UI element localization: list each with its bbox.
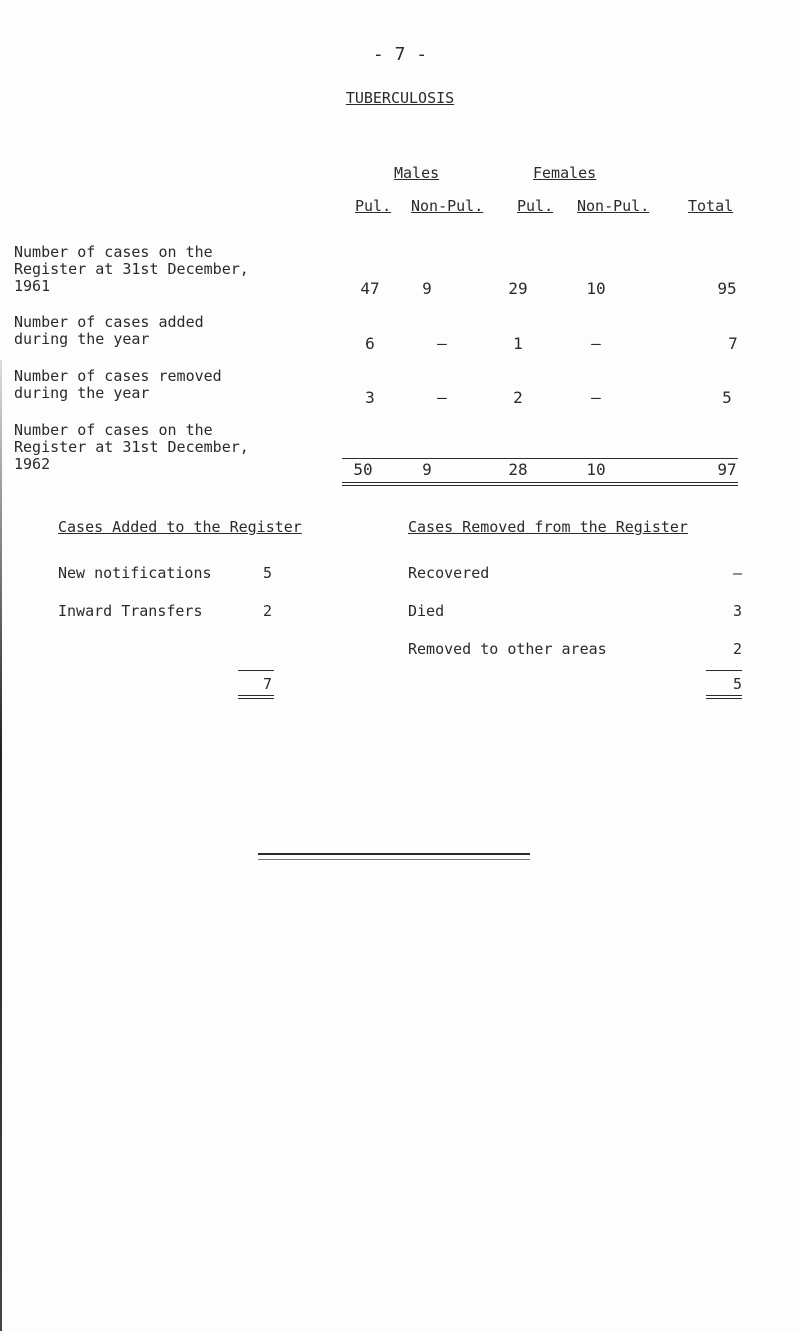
added-item-value: 2 xyxy=(262,602,272,620)
row-label-register-1962 xyxy=(14,422,249,473)
table-cell: 47 xyxy=(360,279,380,298)
removed-total: 5 xyxy=(732,675,742,693)
group-header-males: Males xyxy=(394,164,440,182)
page-title: TUBERCULOSIS xyxy=(345,89,455,107)
removed-total-underline-2 xyxy=(706,698,742,699)
row-label-line: 1962 xyxy=(14,455,51,473)
table-cell: 28 xyxy=(508,460,528,479)
row-label-line: during the year xyxy=(14,384,150,402)
table-cell: – xyxy=(591,388,601,407)
added-item-value: 5 xyxy=(262,564,272,582)
removed-heading: Cases Removed from the Register xyxy=(408,518,688,536)
row-label-line: 1961 xyxy=(14,277,51,295)
col-header-male-nonpul: Non-Pul. xyxy=(411,197,484,215)
col-header-female-nonpul: Non-Pul. xyxy=(577,197,650,215)
table-cell: 97 xyxy=(717,460,737,479)
row-label-line: Register at 31st December, xyxy=(14,260,249,278)
row-label-line: Number of cases removed xyxy=(14,367,222,385)
row-label-register-1961 xyxy=(14,244,249,295)
added-total-underline-2 xyxy=(238,698,274,699)
removed-item-label: Died xyxy=(408,602,445,620)
table-cell: 2 xyxy=(513,388,523,407)
table-cell: 10 xyxy=(586,460,606,479)
table-cell: 50 xyxy=(353,460,373,479)
removed-total-underline-1 xyxy=(706,695,742,696)
table-cell: 10 xyxy=(586,279,606,298)
row-label-removed xyxy=(14,368,222,402)
removed-item-label: Removed to other areas xyxy=(408,640,607,658)
table-cell: 6 xyxy=(365,334,375,353)
page-edge-shadow xyxy=(0,360,2,1331)
added-total-underline-1 xyxy=(238,695,274,696)
col-header-male-pul: Pul. xyxy=(355,197,392,215)
added-heading: Cases Added to the Register xyxy=(58,518,302,536)
row-label-line: during the year xyxy=(14,330,150,348)
table-cell: 9 xyxy=(422,279,432,298)
row-label-added xyxy=(14,314,204,348)
table-cell: 1 xyxy=(513,334,523,353)
col-header-female-pul: Pul. xyxy=(517,197,554,215)
added-total-rule xyxy=(238,670,274,671)
total-rule-bottom-2 xyxy=(342,485,738,486)
removed-item-label: Recovered xyxy=(408,564,490,582)
row-label-line: Number of cases on the xyxy=(14,421,213,439)
removed-total-rule xyxy=(706,670,742,671)
table-cell: 7 xyxy=(728,334,738,353)
row-label-line: Number of cases on the xyxy=(14,243,213,261)
removed-item-value: 2 xyxy=(732,640,742,658)
table-cell: – xyxy=(591,334,601,353)
removed-item-value: 3 xyxy=(732,602,742,620)
removed-item-value: – xyxy=(732,564,742,582)
added-total: 7 xyxy=(262,675,272,693)
col-header-total: Total xyxy=(688,197,734,215)
added-item-label: Inward Transfers xyxy=(58,602,203,620)
end-rule-faint xyxy=(258,859,530,860)
page-number: - 7 - xyxy=(372,44,428,65)
added-item-label: New notifications xyxy=(58,564,212,582)
table-cell: 95 xyxy=(717,279,737,298)
table-cell: 3 xyxy=(365,388,375,407)
end-rule xyxy=(258,853,530,855)
total-rule-bottom-1 xyxy=(342,482,738,483)
row-label-line: Register at 31st December, xyxy=(14,438,249,456)
total-rule-top xyxy=(342,458,738,459)
table-cell: 5 xyxy=(722,388,732,407)
table-cell: – xyxy=(437,334,447,353)
row-label-line: Number of cases added xyxy=(14,313,204,331)
group-header-females: Females xyxy=(533,164,597,182)
table-cell: – xyxy=(437,388,447,407)
table-cell: 9 xyxy=(422,460,432,479)
table-cell: 29 xyxy=(508,279,528,298)
